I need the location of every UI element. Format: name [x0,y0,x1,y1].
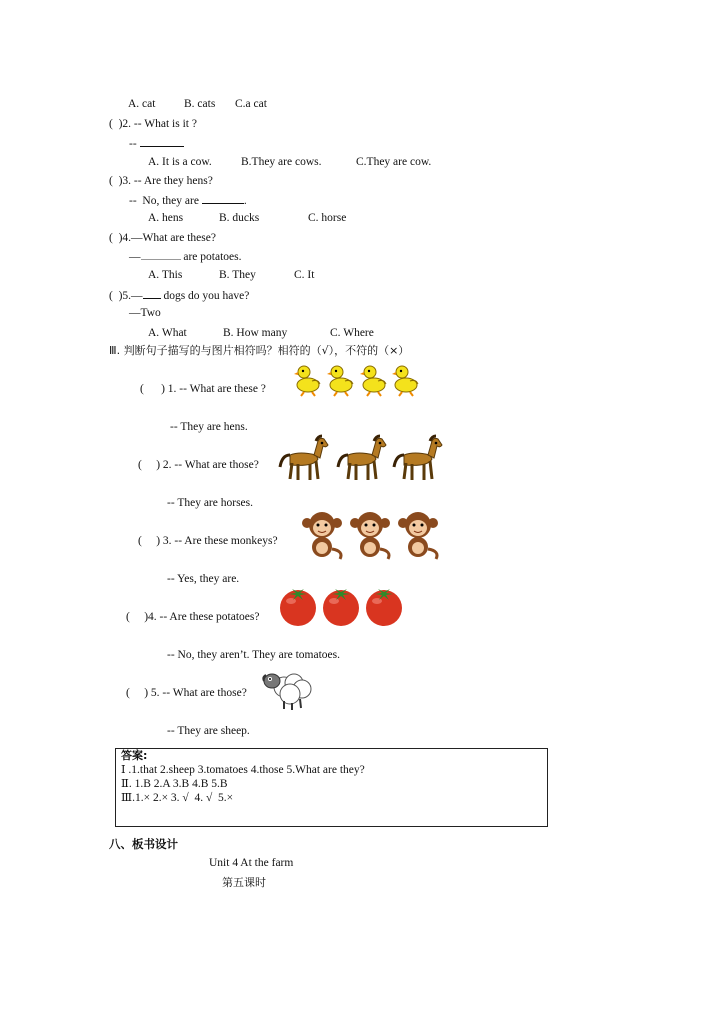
judge-1-answer: -- They are hens. [170,421,248,433]
q5-option-c: C. Where [330,327,374,339]
q5-reply: —Two [129,307,161,319]
judge-3-answer: -- Yes, they are. [167,573,240,585]
section3-title: Ⅲ. 判断句子描写的与图片相符吗？相符的（√），不符的（×） [109,344,410,357]
q3-reply: -- No, they are . [129,195,247,207]
answers-line-3: Ⅲ.1.× 2.× 3. √ 4. √ 5.× [121,792,234,804]
monkeys-picture [302,511,444,564]
q4-option-c: C. It [294,269,315,281]
sheep-picture [262,665,314,714]
judge-2-answer: -- They are horses. [167,497,254,509]
q3-option-c: C. horse [308,212,347,224]
ducks-picture [294,361,424,400]
q4-option-a: A. This [148,269,183,281]
judge-2-question: ( ) 2. -- What are those? [138,459,259,471]
q2-question: ( )2. -- What is it ? [109,118,197,130]
q5-option-a: A. What [148,327,187,339]
judge-1-question: ( ) 1. -- What are these ? [140,383,266,395]
q2-option-b: B.They are cows. [241,156,322,168]
q3-option-b: B. ducks [219,212,260,224]
answers-title: 答案: [121,749,148,762]
q5-option-b: B. How many [223,327,288,339]
q1-option-b: B. cats [184,98,216,110]
q4-reply: — are potatoes. [129,251,242,263]
q2-answer-line: -- [129,136,184,151]
judge-3-question: ( ) 3. -- Are these monkeys? [138,535,278,547]
q2-option-c: C.They are cow. [356,156,432,168]
q3-question: ( )3. -- Are they hens? [109,175,213,187]
section8-title: 八、板书设计 [109,837,178,851]
horses-picture [276,433,446,488]
q5-question: ( )5.— dogs do you have? [109,290,250,302]
judge-5-question: ( ) 5. -- What are those? [126,687,247,699]
q4-question: ( )4.—What are these? [109,232,216,244]
q1-option-a: A. cat [128,98,156,110]
board-lesson: 第五课时 [222,876,266,889]
judge-5-answer: -- They are sheep. [167,725,250,737]
answers-line-1: Ⅰ .1.that 2.sheep 3.tomatoes 4.those 5.What are they? [121,764,365,776]
q4-option-b: B. They [219,269,256,281]
tomatoes-picture [278,586,406,631]
q1-option-c: C.a cat [235,98,267,110]
judge-4-question: ( )4. -- Are these potatoes? [126,611,260,623]
board-title: Unit 4 At the farm [209,857,294,869]
q2-option-a: A. It is a cow. [148,156,212,168]
judge-4-answer: -- No, they aren’t. They are tomatoes. [167,649,340,661]
q3-option-a: A. hens [148,212,184,224]
answers-line-2: Ⅱ. 1.B 2.A 3.B 4.B 5.B [121,778,228,790]
